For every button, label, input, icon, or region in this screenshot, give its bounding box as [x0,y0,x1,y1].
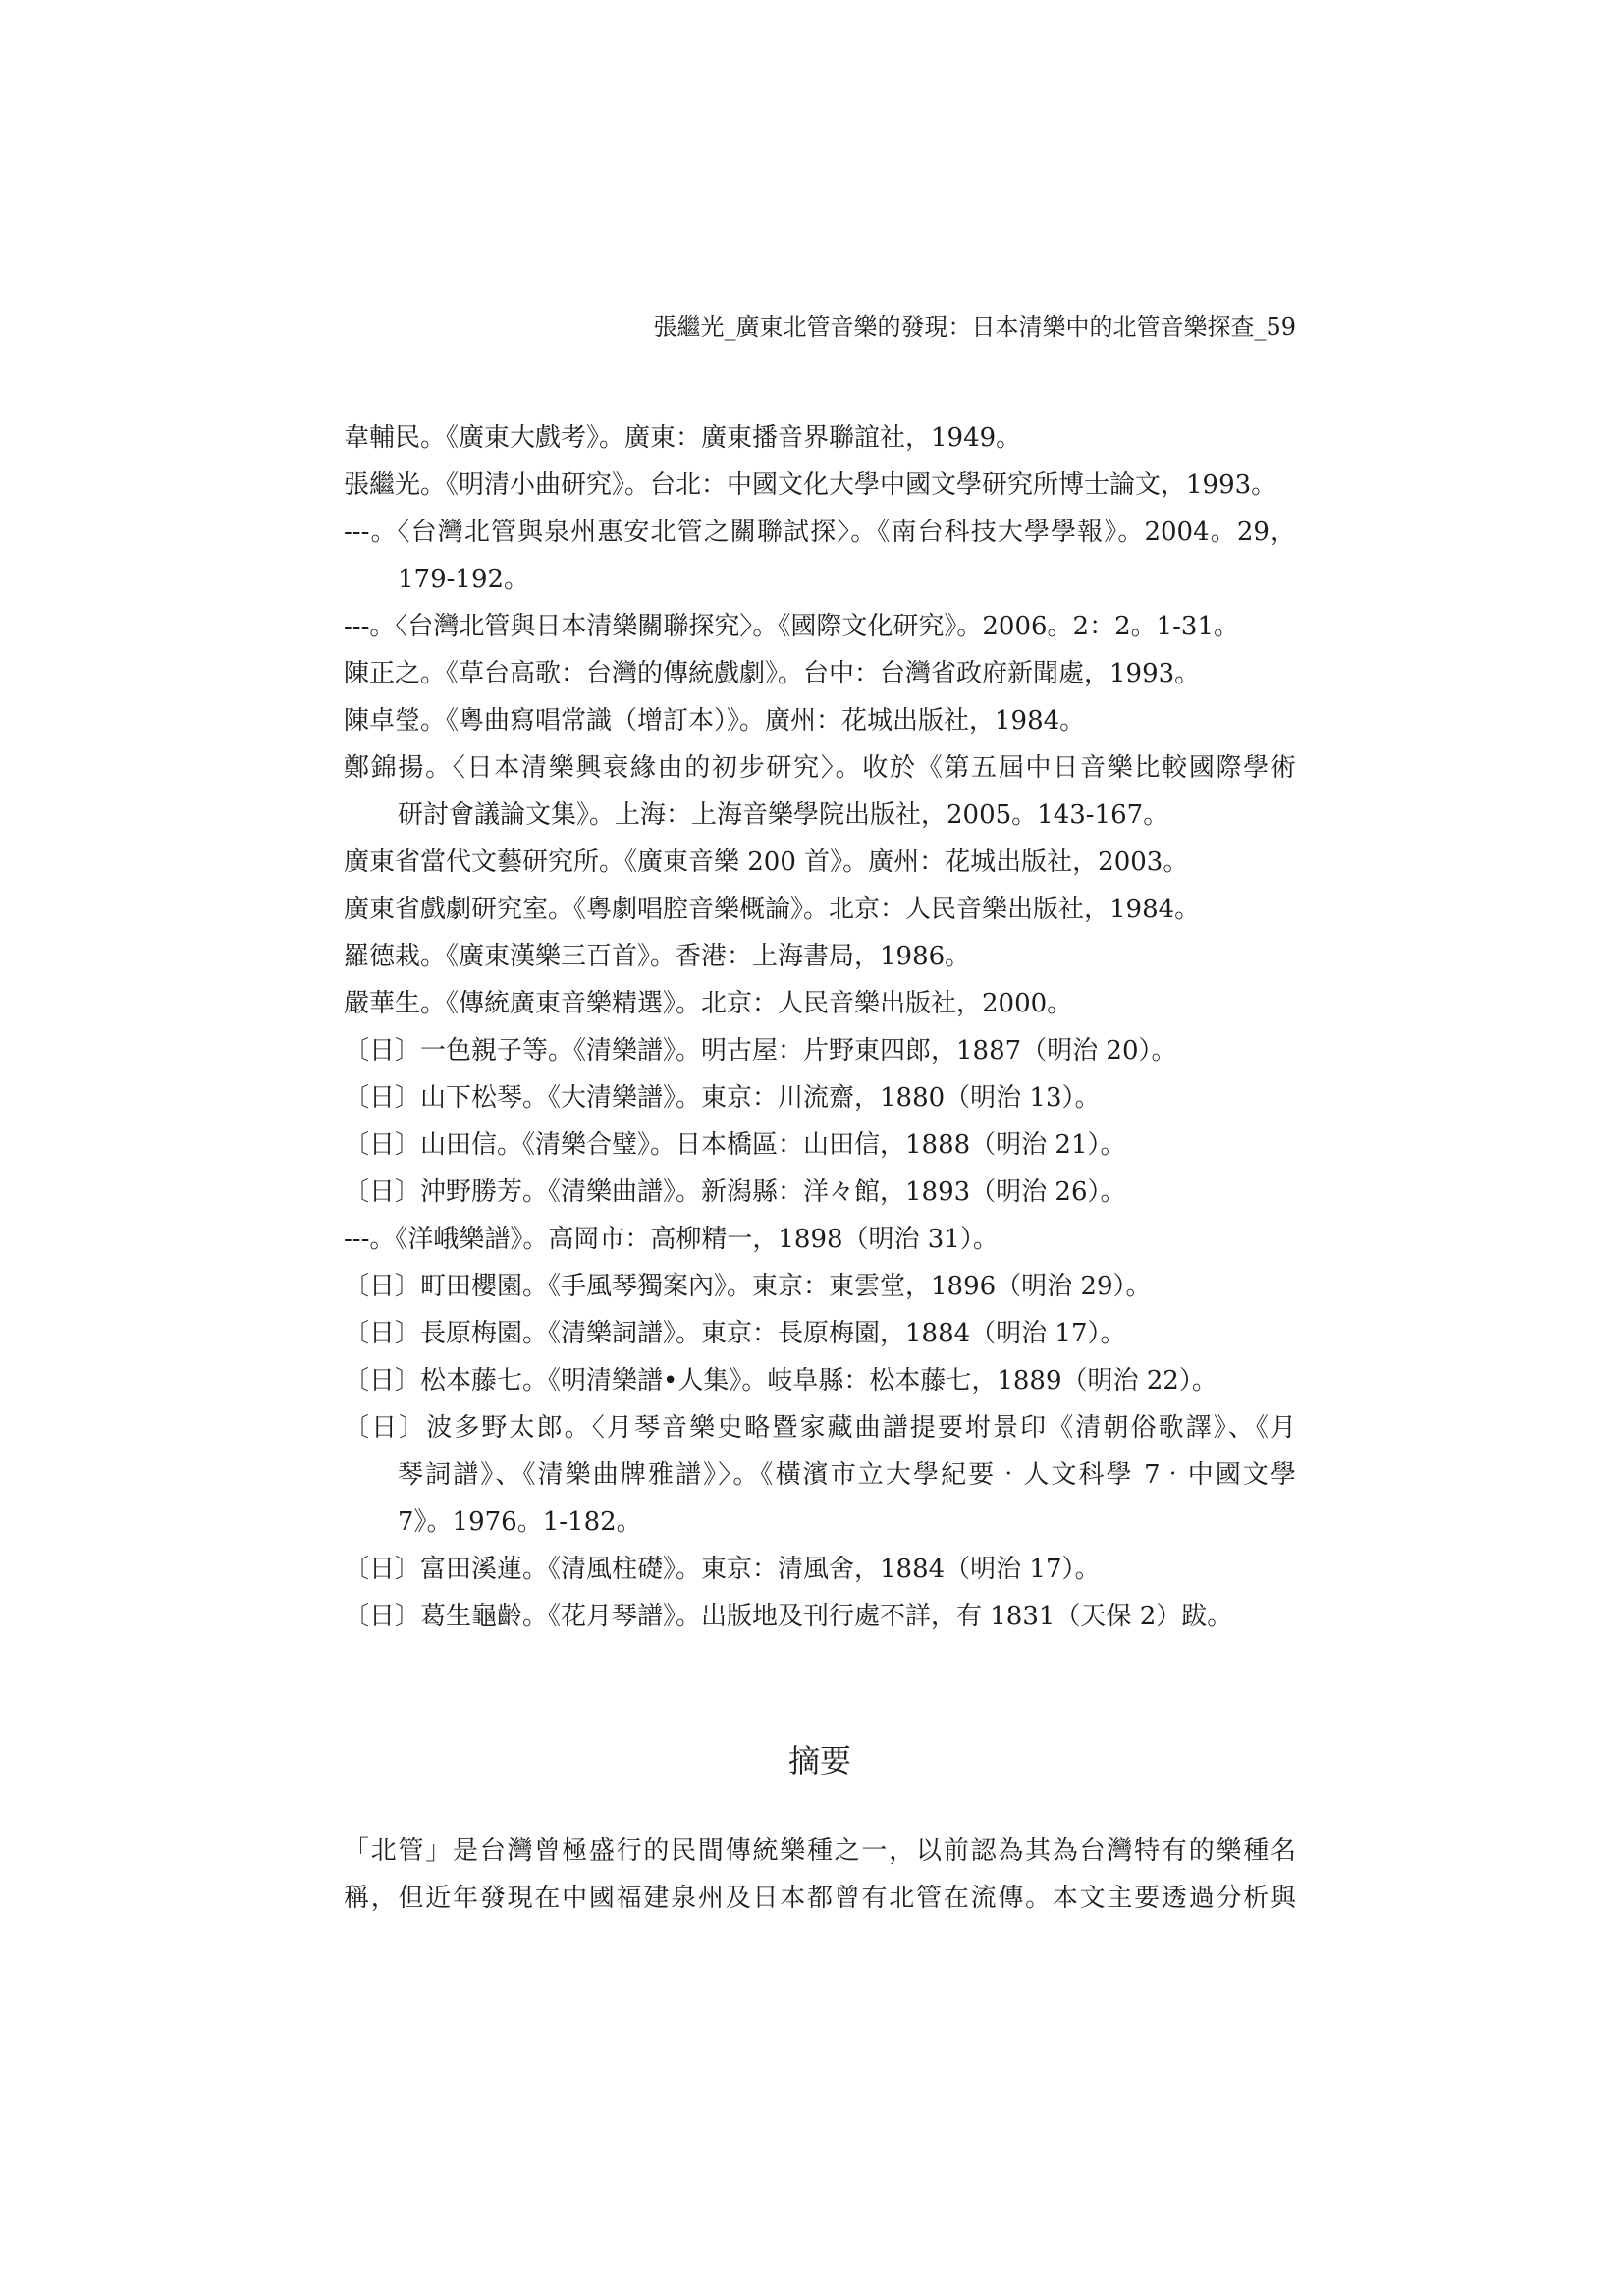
reference-entry [344,603,1296,650]
reference-line: 〔日〕波多野太郎。〈月琴音樂史略暨家藏曲譜提要坿景印《清朝俗歌譯》、《月 [344,1413,1296,1443]
reference-entry [344,1546,1296,1593]
reference-line: 〔日〕松本藤七。《明清樂譜•人集》。岐阜縣：松本藤七，1889（明治 22）。 [344,1366,1217,1395]
reference-line-continued: 7》。1976。1-182。 [398,1507,642,1537]
reference-line: 廣東省戲劇研究室。《粵劇唱腔音樂概論》。北京：人民音樂出版社，1984。 [344,895,1201,924]
running-header: 張繼光_廣東北管音樂的發現：日本清樂中的北管音樂探查_59 [653,313,1296,341]
reference-entry [344,886,1296,933]
reference-entry [344,839,1296,886]
reference-entry [344,1404,1296,1546]
reference-line: 〔日〕富田溪蓮。《清風柱礎》。東京：清風舍，1884（明治 17）。 [344,1555,1101,1584]
reference-line: ---。《洋峨樂譜》。高岡市：高柳精一，1898（明治 31）。 [344,1225,999,1254]
reference-line: 陳卓瑩。《粵曲寫唱常識（增訂本）》。廣州：花城出版社，1984。 [344,706,1086,736]
reference-line-continued: 179-192。 [398,565,530,594]
reference-entry [344,697,1296,744]
reference-line: 〔日〕山下松琴。《大清樂譜》。東京：川流齋，1880（明治 13）。 [344,1083,1101,1113]
abstract-line: 稱，但近年發現在中國福建泉州及日本都曾有北管在流傳。本文主要透過分析與 [344,1884,1296,1913]
reference-line: 〔日〕長原梅園。《清樂詞譜》。東京：長原梅園，1884（明治 17）。 [344,1319,1126,1348]
abstract-heading: 摘要 [787,1742,851,1779]
reference-list [344,414,1296,1640]
reference-line: 韋輔民。《廣東大戲考》。廣東：廣東播音界聯誼社，1949。 [344,423,1022,453]
reference-line: 嚴華生。《傳統廣東音樂精選》。北京：人民音樂出版社，2000。 [344,989,1073,1018]
reference-line: 鄭錦揚。〈日本清樂興衰緣由的初步研究〉。收於《第五屆中日音樂比較國際學術 [344,753,1296,783]
reference-entry [344,1263,1296,1310]
reference-entry [344,509,1296,603]
abstract-paragraph [344,1828,1296,1922]
reference-entry [344,462,1296,509]
reference-line: 〔日〕山田信。《清樂合璧》。日本橋區：山田信，1888（明治 21）。 [344,1130,1126,1160]
reference-line: 〔日〕葛生龜齡。《花月琴譜》。出版地及刊行處不詳，有 1831（天保 2）跋。 [344,1602,1233,1631]
reference-entry [344,1074,1296,1121]
reference-entry [344,1216,1296,1263]
reference-line: 陳正之。《草台高歌：台灣的傳統戲劇》。台中：台灣省政府新聞處，1993。 [344,659,1201,688]
reference-line: 〔日〕一色親子等。《清樂譜》。明古屋：片野東四郎，1887（明治 20）。 [344,1036,1177,1066]
reference-entry [344,1593,1296,1640]
reference-line: 張繼光。《明清小曲研究》。台北：中國文化大學中國文學研究所博士論文，1993。 [344,470,1277,500]
reference-line: ---。〈台灣北管與泉州惠安北管之關聯試探〉。《南台科技大學學報》。2004。29， [344,518,1296,547]
reference-entry [344,1310,1296,1357]
reference-entry [344,933,1296,980]
reference-entry [344,980,1296,1027]
reference-entry [344,1169,1296,1216]
reference-entry [344,1121,1296,1169]
reference-entry [344,650,1296,697]
reference-line-continued: 研討會議論文集》。上海：上海音樂學院出版社，2005。143-167。 [398,800,1169,830]
reference-entry [344,414,1296,462]
reference-entry [344,1027,1296,1074]
reference-line-continued: 琴詞譜》、《清樂曲牌雅譜》〉。《橫濱市立大學紀要‧人文科學 7‧中國文學 [398,1460,1296,1490]
abstract-line: 「北管」是台灣曾極盛行的民間傳統樂種之一，以前認為其為台灣特有的樂種名 [344,1836,1296,1866]
reference-line: ---。〈台灣北管與日本清樂關聯探究〉。《國際文化研究》。2006。2：2。1-31。 [344,612,1240,641]
reference-entry [344,744,1296,839]
reference-entry [344,1357,1296,1404]
reference-line: 羅德栽。《廣東漢樂三百首》。香港：上海書局，1986。 [344,942,971,971]
reference-line: 〔日〕沖野勝芳。《清樂曲譜》。新潟縣：洋々館，1893（明治 26）。 [344,1177,1126,1207]
reference-line: 廣東省當代文藝研究所。《廣東音樂 200 首》。廣州：花城出版社，2003。 [344,847,1189,877]
reference-line: 〔日〕町田櫻園。《手風琴獨案內》。東京：東雲堂，1896（明治 29）。 [344,1272,1152,1301]
